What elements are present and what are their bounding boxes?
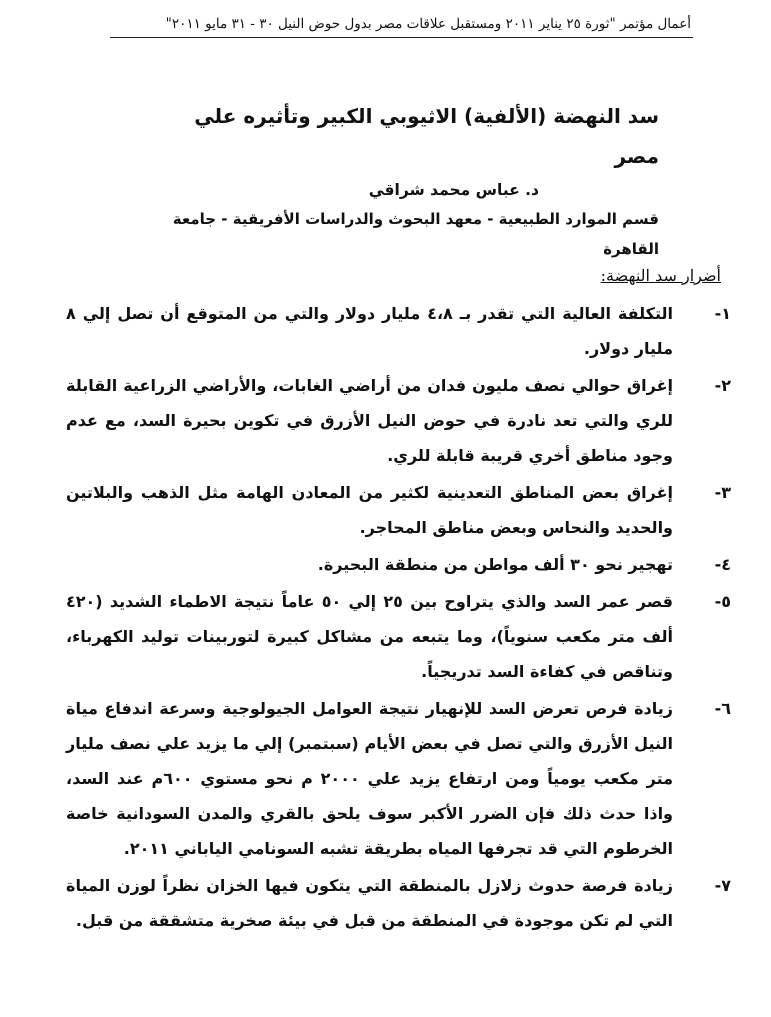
paper-title: سد النهضة (الألفية) الاثيوبي الكبير وتأثيره علي مصر xyxy=(194,104,659,168)
list-item-7 xyxy=(66,868,731,938)
item-number: ٥- xyxy=(714,592,731,611)
item-number: ٢- xyxy=(714,376,731,395)
list-item-5 xyxy=(66,584,731,689)
item-text: إغراق بعض المناطق التعدينية لكثير من المعادن الهامة مثل الذهب والبلاتين والحديد والنحاس وبعض مناطق المحاجر. xyxy=(66,483,673,537)
item-text: التكلفة العالية التي تقدر بـ ٤،٨ مليار دولار والتي من المتوقع أن تصل إلي ٨ مليار دولار. xyxy=(66,304,673,358)
item-number: ١- xyxy=(714,304,731,323)
damages-list xyxy=(66,296,731,940)
paper-affiliation: قسم الموارد الطبيعية - معهد البحوث والدراسات الأفريقية - جامعة القاهرة xyxy=(172,210,659,258)
item-text: زيادة فرصة حدوث زلازل بالمنطقة التي يتكون فيها الخزان نظراً لوزن المياة التي لم تكن موجودة في المنطقة من قبل في بيئة صخرية متشققة من قبل. xyxy=(66,876,673,930)
list-item-4 xyxy=(66,547,731,582)
item-text: زيادة فرص تعرض السد للإنهيار نتيجة العوامل الجيولوجية وسرعة اندفاع مياة النيل الأزرق والتي تصل في بعض الأيام (سبتمبر) إلي ما يزيد علي نصف مليار متر مكعب يومياً ومن ارتفاع يزيد علي ٢٠٠٠ م نحو مستوي ٦٠٠م عند السد، واذا حدث ذلك فإن الضرر الأكبر سوف يلحق بالقري والمدن السودانية خاصة الخرطوم التي قد تجرفها المياه بطريقة تشبه السونامي الياباني ٢٠١١. xyxy=(66,699,673,858)
item-number: ٤- xyxy=(714,555,731,574)
list-item-6 xyxy=(66,691,731,866)
title-block xyxy=(150,96,659,264)
item-text: قصر عمر السد والذي يتراوح بين ٢٥ إلي ٥٠ عاماً نتيجة الاطماء الشديد (٤٢٠ ألف متر مكعب سنوياً)، وما يتبعه من مشاكل كبيرة لتوربينات توليد الكهرباء، وتناقص في كفاءة السد تدريجياً. xyxy=(66,592,674,681)
running-header: أعمال مؤتمر "ثورة ٢٥ يناير ٢٠١١ ومستقبل علاقات مصر بدول حوض النيل ٣٠ - ٣١ مايو ٢٠١١" xyxy=(165,16,691,32)
item-text: إغراق حوالي نصف مليون فدان من أراضي الغابات، والأراضي الزراعية القابلة للري والتي تعد نادرة في حوض النيل الأزرق في تكوين بحيرة السد، مع عدم وجود مناطق أخري قريبة قابلة للري. xyxy=(66,376,673,465)
item-number: ٣- xyxy=(714,483,731,502)
list-item-2 xyxy=(66,368,731,473)
item-number: ٦- xyxy=(714,699,731,718)
list-item-3 xyxy=(66,475,731,545)
item-text: تهجير نحو ٣٠ ألف مواطن من منطقة البحيرة. xyxy=(317,555,673,574)
list-item-1 xyxy=(66,296,731,366)
header-rule xyxy=(110,37,693,38)
paper-author: د. عباس محمد شراقي xyxy=(368,181,539,199)
section-heading: أضرار سد النهضة: xyxy=(600,266,721,285)
item-number: ٧- xyxy=(714,876,731,895)
